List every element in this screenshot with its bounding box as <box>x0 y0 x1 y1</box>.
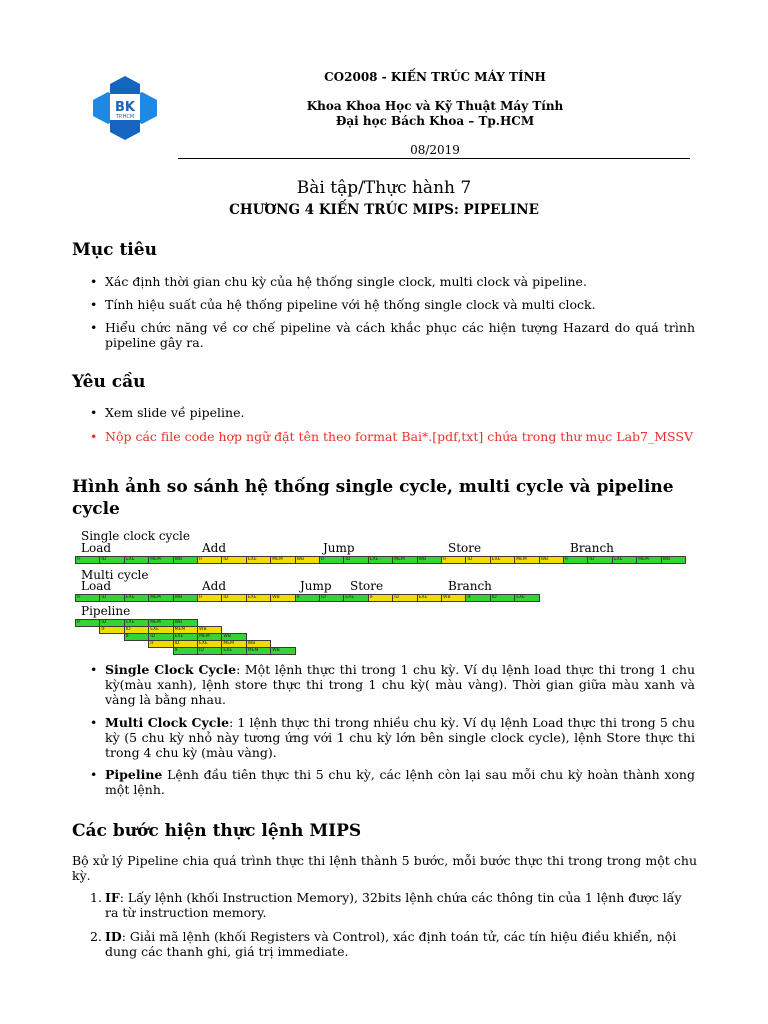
stage-cell: IF <box>465 594 490 602</box>
list-item: • Nộp các file code hợp ngữ đặt tên theo format Bai*.[pdf,txt] chứa trong thư mục Lab7_MSSV <box>90 429 693 444</box>
stage-cell: ID <box>221 594 246 602</box>
stage-cell: MEM <box>148 556 173 564</box>
section-heading-so-sanh: Hình ảnh so sánh hệ thống single cycle, multi cycle và pipeline cycle <box>72 477 674 519</box>
stage-cell: EXE <box>490 556 515 564</box>
diagram-single-label: Add <box>202 541 227 555</box>
diagram-multi-label: Branch <box>448 579 492 593</box>
step-item: IF: Lấy lệnh (khối Instruction Memory), 32bits lệnh chứa các thông tin của 1 lệnh được lấy ra từ instruction memory. <box>105 890 682 920</box>
doc-date: 08/2019 <box>410 143 460 157</box>
header-divider <box>178 158 690 159</box>
stage-cell: MEM <box>148 619 173 627</box>
stage-cell: WB <box>246 640 271 648</box>
stage-cell: WB <box>173 594 198 602</box>
stage-cell: EXE <box>417 594 442 602</box>
stage-cell: IF <box>197 594 222 602</box>
diagram-multi-label: Jump <box>300 579 332 593</box>
bk-logo <box>88 74 162 142</box>
diagram-single-label: Load <box>81 541 112 555</box>
stage-cell: WB <box>661 556 686 564</box>
stage-cell: ID <box>465 556 490 564</box>
stage-cell: WB <box>197 626 222 634</box>
stage-cell: EXE <box>246 594 271 602</box>
diagram-multi-title: Multi cycle <box>81 568 149 582</box>
logo-text: BK <box>115 100 135 115</box>
diagram-single-label: Branch <box>570 541 614 555</box>
stage-cell: IF <box>368 594 393 602</box>
stage-cell: EXE <box>124 594 149 602</box>
stage-cell: IF <box>563 556 588 564</box>
stage-cell: IF <box>148 640 173 648</box>
stage-cell: ID <box>587 556 612 564</box>
stage-cell: IF <box>99 626 124 634</box>
stage-cell: ID <box>343 556 368 564</box>
stage-cell: MEM <box>270 556 295 564</box>
stage-cell: WB <box>417 556 442 564</box>
stage-cell: ID <box>148 633 173 641</box>
stage-cell: EXE <box>514 594 539 602</box>
stage-cell: ID <box>490 594 515 602</box>
stage-cell: EXE <box>368 556 393 564</box>
stage-cell: WB <box>173 619 198 627</box>
stage-cell: MEM <box>173 626 198 634</box>
section-heading-yeu-cau: Yêu cầu <box>72 372 146 392</box>
list-item: • Tính hiệu suất của hệ thống pipeline với hệ thống single clock và multi clock. <box>90 297 596 312</box>
stage-cell: WB <box>221 633 246 641</box>
stage-cell: ID <box>124 626 149 634</box>
list-item: • Hiểu chức năng về cơ chế pipeline và cách khắc phục các hiện tượng Hazard do quá trình pipeline gây ra. <box>90 320 695 350</box>
diagram-multi-label: Load <box>81 579 112 593</box>
diagram-multi-label: Add <box>202 579 227 593</box>
stage-cell: ID <box>392 594 417 602</box>
step-number: 2. <box>90 929 102 944</box>
list-item: • Pipeline Lệnh đầu tiên thực thi 5 chu kỳ, các lệnh còn lại sau mỗi chu kỳ hoàn thành xong một lệnh. <box>90 767 695 797</box>
stage-cell: ID <box>99 556 124 564</box>
stage-cell: WB <box>270 647 295 655</box>
stage-cell: IF <box>319 556 344 564</box>
diagram-single-label: Store <box>448 541 482 555</box>
stage-cell: EXE <box>148 626 173 634</box>
stage-cell: EXE <box>173 633 198 641</box>
stage-cell: EXE <box>124 619 149 627</box>
stage-cell: WB <box>441 594 466 602</box>
stage-cell: WB <box>270 594 295 602</box>
stage-cell: ID <box>173 640 198 648</box>
section-heading-muc-tieu: Mục tiêu <box>72 240 157 260</box>
stage-cell: ID <box>197 647 222 655</box>
list-item: • Xem slide về pipeline. <box>90 405 245 420</box>
doc-subtitle: CHƯƠNG 4 KIẾN TRÚC MIPS: PIPELINE <box>229 202 539 218</box>
stage-cell: WB <box>173 556 198 564</box>
diagram-single-label: Jump <box>323 541 355 555</box>
stage-cell: EXE <box>124 556 149 564</box>
stage-cell: EXE <box>197 640 222 648</box>
stage-cell: MEM <box>514 556 539 564</box>
stage-cell: EXE <box>221 647 246 655</box>
stage-cell: MEM <box>636 556 661 564</box>
stage-cell: EXE <box>612 556 637 564</box>
step-number: 1. <box>90 890 102 905</box>
diagram-multi-label: Store <box>350 579 384 593</box>
stage-cell: IF <box>173 647 198 655</box>
stage-cell: IF <box>441 556 466 564</box>
stage-cell: MEM <box>246 647 271 655</box>
stage-cell: ID <box>221 556 246 564</box>
university-name: Đại học Bách Khoa – Tp.HCM <box>335 114 535 128</box>
stage-cell: ID <box>99 619 124 627</box>
diagram-pipeline-title: Pipeline <box>81 604 131 618</box>
stage-cell: MEM <box>148 594 173 602</box>
stage-cell: EXE <box>343 594 368 602</box>
stage-cell: IF <box>295 594 320 602</box>
list-item: • Single Clock Cycle: Một lệnh thực thi trong 1 chu kỳ. Ví dụ lệnh load thực thi trong 1 chu kỳ(màu xanh), lệnh store thực thi trong 1 chu kỳ( màu vàng). Thời gian giữa màu xanh và vàng là bằng nhau. <box>90 662 695 707</box>
stage-cell: MEM <box>221 640 246 648</box>
step-item: ID: Giải mã lệnh (khối Registers và Control), xác định toán tử, các tín hiệu điều khiển, nội dung các thanh ghi, giá trị immediate. <box>105 929 677 959</box>
section-intro: Bộ xử lý Pipeline chia quá trình thực thi lệnh thành 5 bước, mỗi bước thực thi trong trong một chu kỳ. <box>72 853 697 883</box>
doc-title: Bài tập/Thực hành 7 <box>296 178 472 198</box>
stage-cell: IF <box>124 633 149 641</box>
stage-cell: WB <box>295 556 320 564</box>
section-heading-cac-buoc: Các bước hiện thực lệnh MIPS <box>72 821 362 841</box>
stage-cell: ID <box>319 594 344 602</box>
list-item: • Xác định thời gian chu kỳ của hệ thống single clock, multi clock và pipeline. <box>90 274 587 289</box>
stage-cell: WB <box>539 556 564 564</box>
stage-cell: MEM <box>197 633 222 641</box>
faculty-name: Khoa Khoa Học và Kỹ Thuật Máy Tính <box>306 99 564 113</box>
stage-cell: IF <box>197 556 222 564</box>
stage-cell: ID <box>99 594 124 602</box>
stage-cell: IF <box>75 619 100 627</box>
stage-cell: IF <box>75 594 100 602</box>
stage-cell: IF <box>75 556 100 564</box>
diagram-single-title: Single clock cycle <box>81 529 190 543</box>
stage-cell: EXE <box>246 556 271 564</box>
stage-cell: MEM <box>392 556 417 564</box>
logo-subtext: TP.HCM <box>115 114 135 120</box>
list-item: • Multi Clock Cycle: 1 lệnh thực thi trong nhiều chu kỳ. Ví dụ lệnh Load thực thi trong 5 chu kỳ (5 chu kỳ nhỏ này tương ứng với 1 chu kỳ lớn bên single clock cycle), lệnh Store thực thi trong 4 chu kỳ (màu vàng). <box>90 715 696 760</box>
course-name: CO2008 - KIẾN TRÚC MÁY TÍNH <box>324 70 546 84</box>
